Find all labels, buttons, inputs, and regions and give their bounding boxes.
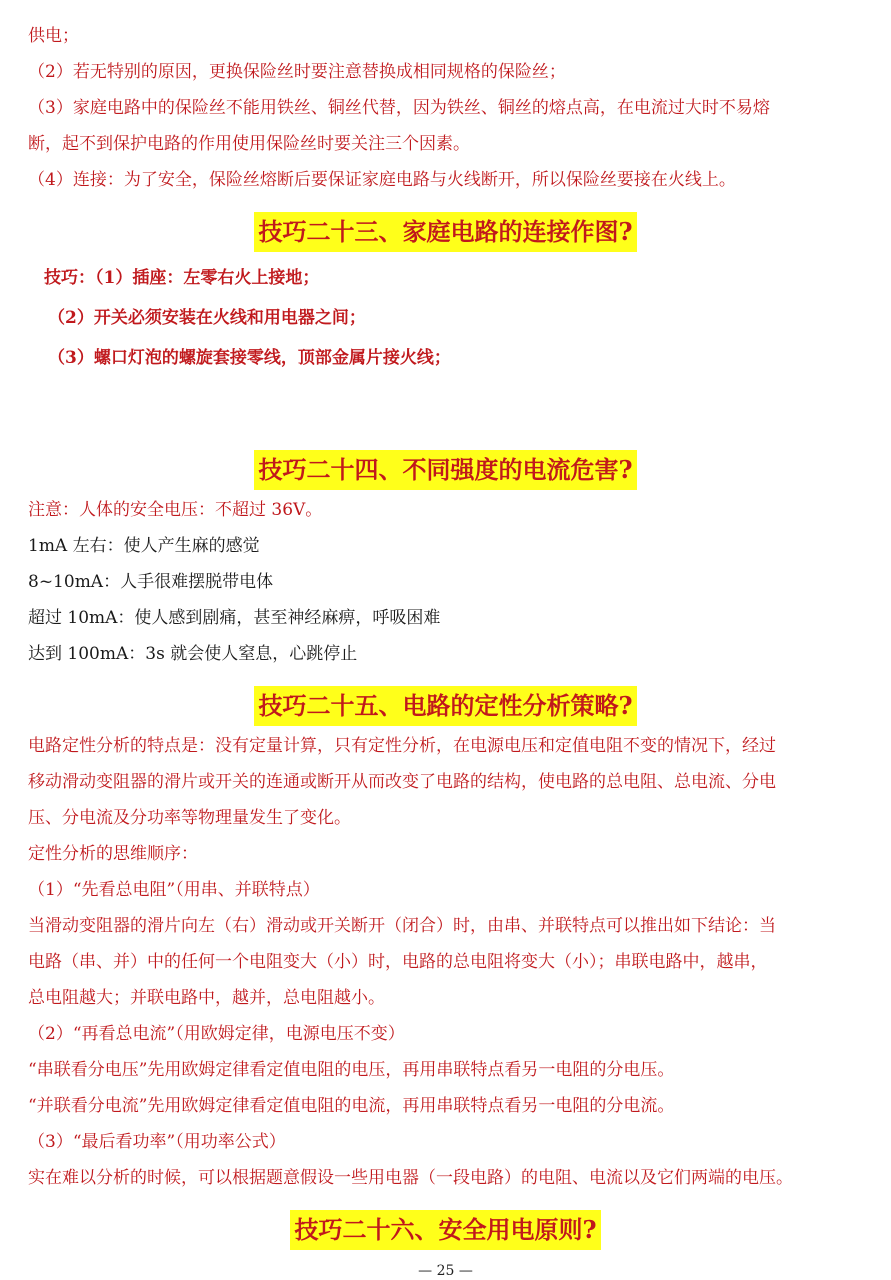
- text-line: 电路定性分析的特点是：没有定量计算，只有定性分析，在电源电压和定值电阻不变的情况下，经过: [28, 736, 776, 756]
- text-line: 实在难以分析的时候，可以根据题意假设一些用电器（一段电路）的电阻、电流以及它们两端的电压。: [28, 1168, 793, 1188]
- text-line: 当滑动变阻器的滑片向左（右）滑动或开关断开（闭合）时，由串、并联特点可以推出如下结论：当: [28, 916, 776, 936]
- section-heading-26: [0, 1210, 891, 1250]
- text-line: 8~10mA：人手很难摆脱带电体: [28, 572, 274, 592]
- heading-text: 技巧二十五、电路的定性分析策略?: [254, 686, 636, 726]
- text-line: 断，起不到保护电路的作用使用保险丝时要关注三个因素。: [28, 134, 470, 154]
- note-line: 注意：人体的安全电压：不超过 36V。: [28, 500, 323, 520]
- text-line: 压、分电流及分功率等物理量发生了变化。: [28, 808, 351, 828]
- tip-line: 技巧：（1）插座：左零右火上接地；: [44, 268, 320, 288]
- text-line: “串联看分电压”先用欧姆定律看定值电阻的电压，再用串联特点看另一电阻的分电压。: [28, 1060, 675, 1080]
- text-line: 移动滑动变阻器的滑片或开关的连通或断开从而改变了电路的结构，使电路的总电阻、总电流、分电: [28, 772, 776, 792]
- tip-line: （3）螺口灯泡的螺旋套接零线，顶部金属片接火线；: [48, 348, 451, 368]
- heading-text: 技巧二十三、家庭电路的连接作图?: [254, 212, 636, 252]
- page-number: — 25 —: [418, 1263, 473, 1279]
- text-line: 1mA 左右：使人产生麻的感觉: [28, 536, 260, 556]
- text-line: （3）家庭电路中的保险丝不能用铁丝、铜丝代替，因为铁丝、铜丝的熔点高，在电流过大时不易熔: [28, 98, 770, 118]
- text-line: 达到 100mA：3s 就会使人窒息，心跳停止: [28, 644, 358, 664]
- text-line: 电路（串、并）中的任何一个电阻变大（小）时，电路的总电阻将变大（小）；串联电路中，越串，: [28, 952, 768, 972]
- heading-text: 技巧二十六、安全用电原则?: [290, 1210, 600, 1250]
- text-line: （2）若无特别的原因，更换保险丝时要注意替换成相同规格的保险丝；: [28, 62, 566, 82]
- text-line: 定性分析的思维顺序：: [28, 844, 198, 864]
- text-line: 供电；: [28, 26, 79, 46]
- section-heading-24: [0, 450, 891, 490]
- text-line: （2）“再看总电流”（用欧姆定律，电源电压不变）: [28, 1024, 405, 1044]
- tip-line: （2）开关必须安装在火线和用电器之间；: [48, 308, 366, 328]
- text-line: （1）“先看总电阻”（用串、并联特点）: [28, 880, 320, 900]
- text-line: 超过 10mA：使人感到剧痛，甚至神经麻痹，呼吸困难: [28, 608, 441, 628]
- text-line: 总电阻越大；并联电路中，越并，总电阻越小。: [28, 988, 385, 1008]
- heading-text: 技巧二十四、不同强度的电流危害?: [254, 450, 636, 490]
- section-heading-25: [0, 686, 891, 726]
- section-heading-23: [0, 212, 891, 252]
- text-line: （3）“最后看功率”（用功率公式）: [28, 1132, 286, 1152]
- text-line: （4）连接：为了安全，保险丝熔断后要保证家庭电路与火线断开，所以保险丝要接在火线上。: [28, 170, 736, 190]
- text-line: “并联看分电流”先用欧姆定律看定值电阻的电流，再用串联特点看另一电阻的分电流。: [28, 1096, 675, 1116]
